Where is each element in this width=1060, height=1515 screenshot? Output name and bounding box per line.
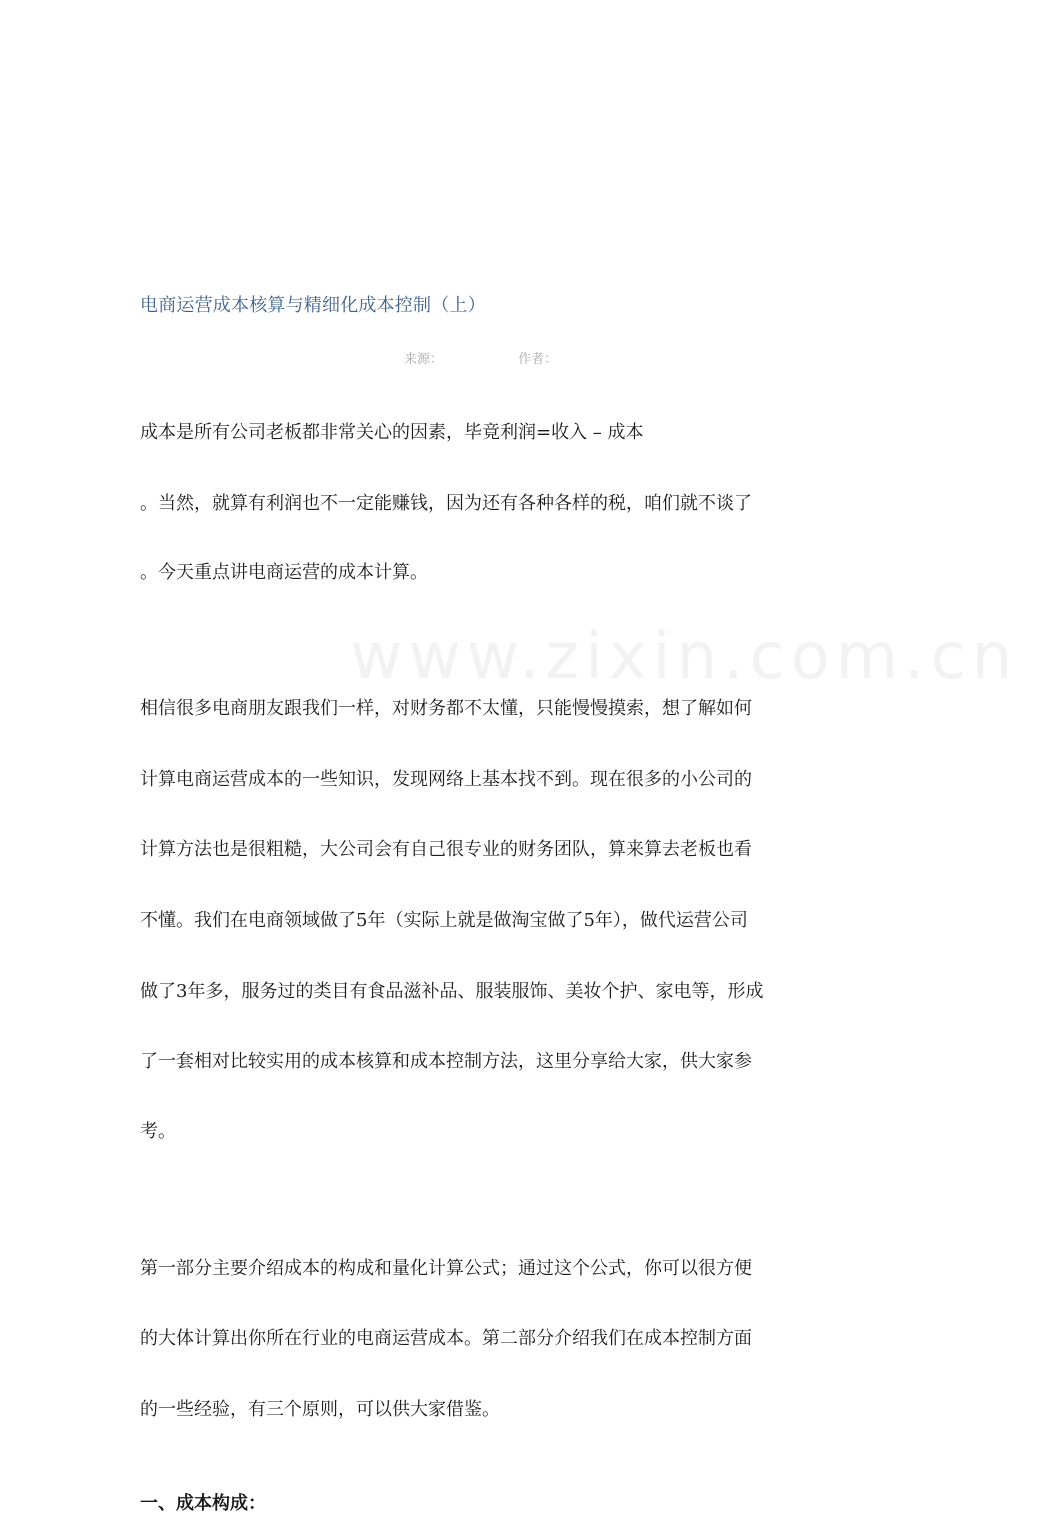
section-heading: 一、成本构成： <box>140 1493 266 1514</box>
author-label: 作者： <box>518 352 558 367</box>
paragraph-2-line-1: 相信很多电商朋友跟我们一样，对财务都不太懂，只能慢慢摸索，想了解如何 <box>140 698 752 719</box>
paragraph-1-line-1: 成本是所有公司老板都非常关心的因素，毕竟利润=收入 – 成本 <box>140 422 644 443</box>
paragraph-2-line-5: 做了3年多，服务过的类目有食品滋补品、服装服饰、美妆个护、家电等，形成 <box>140 981 764 1002</box>
paragraph-2-line-3: 计算方法也是很粗糙，大公司会有自己很专业的财务团队，算来算去老板也看 <box>140 839 752 860</box>
paragraph-2-line-6: 了一套相对比较实用的成本核算和成本控制方法，这里分享给大家，供大家参 <box>140 1051 752 1072</box>
source-label: 来源： <box>404 352 444 367</box>
paragraph-3-line-3: 的一些经验，有三个原则，可以供大家借鉴。 <box>140 1399 500 1420</box>
paragraph-1-line-2: 。当然，就算有利润也不一定能赚钱，因为还有各种各样的税，咱们就不谈了 <box>140 493 752 514</box>
paragraph-2-line-4: 不懂。我们在电商领域做了5年（实际上就是做淘宝做了5年），做代运营公司 <box>140 910 748 931</box>
paragraph-3-line-2: 的大体计算出你所在行业的电商运营成本。第二部分介绍我们在成本控制方面 <box>140 1328 752 1349</box>
paragraph-2-line-7: 考。 <box>140 1121 176 1142</box>
paragraph-1-line-3: 。今天重点讲电商运营的成本计算。 <box>140 562 428 583</box>
paragraph-3-line-1: 第一部分主要介绍成本的构成和量化计算公式；通过这个公式，你可以很方便 <box>140 1258 752 1279</box>
paragraph-2-line-2: 计算电商运营成本的一些知识，发现网络上基本找不到。现在很多的小公司的 <box>140 769 752 790</box>
watermark: www.zixin.com.cn <box>350 620 1019 694</box>
article-title: 电商运营成本核算与精细化成本控制（上） <box>140 295 486 316</box>
